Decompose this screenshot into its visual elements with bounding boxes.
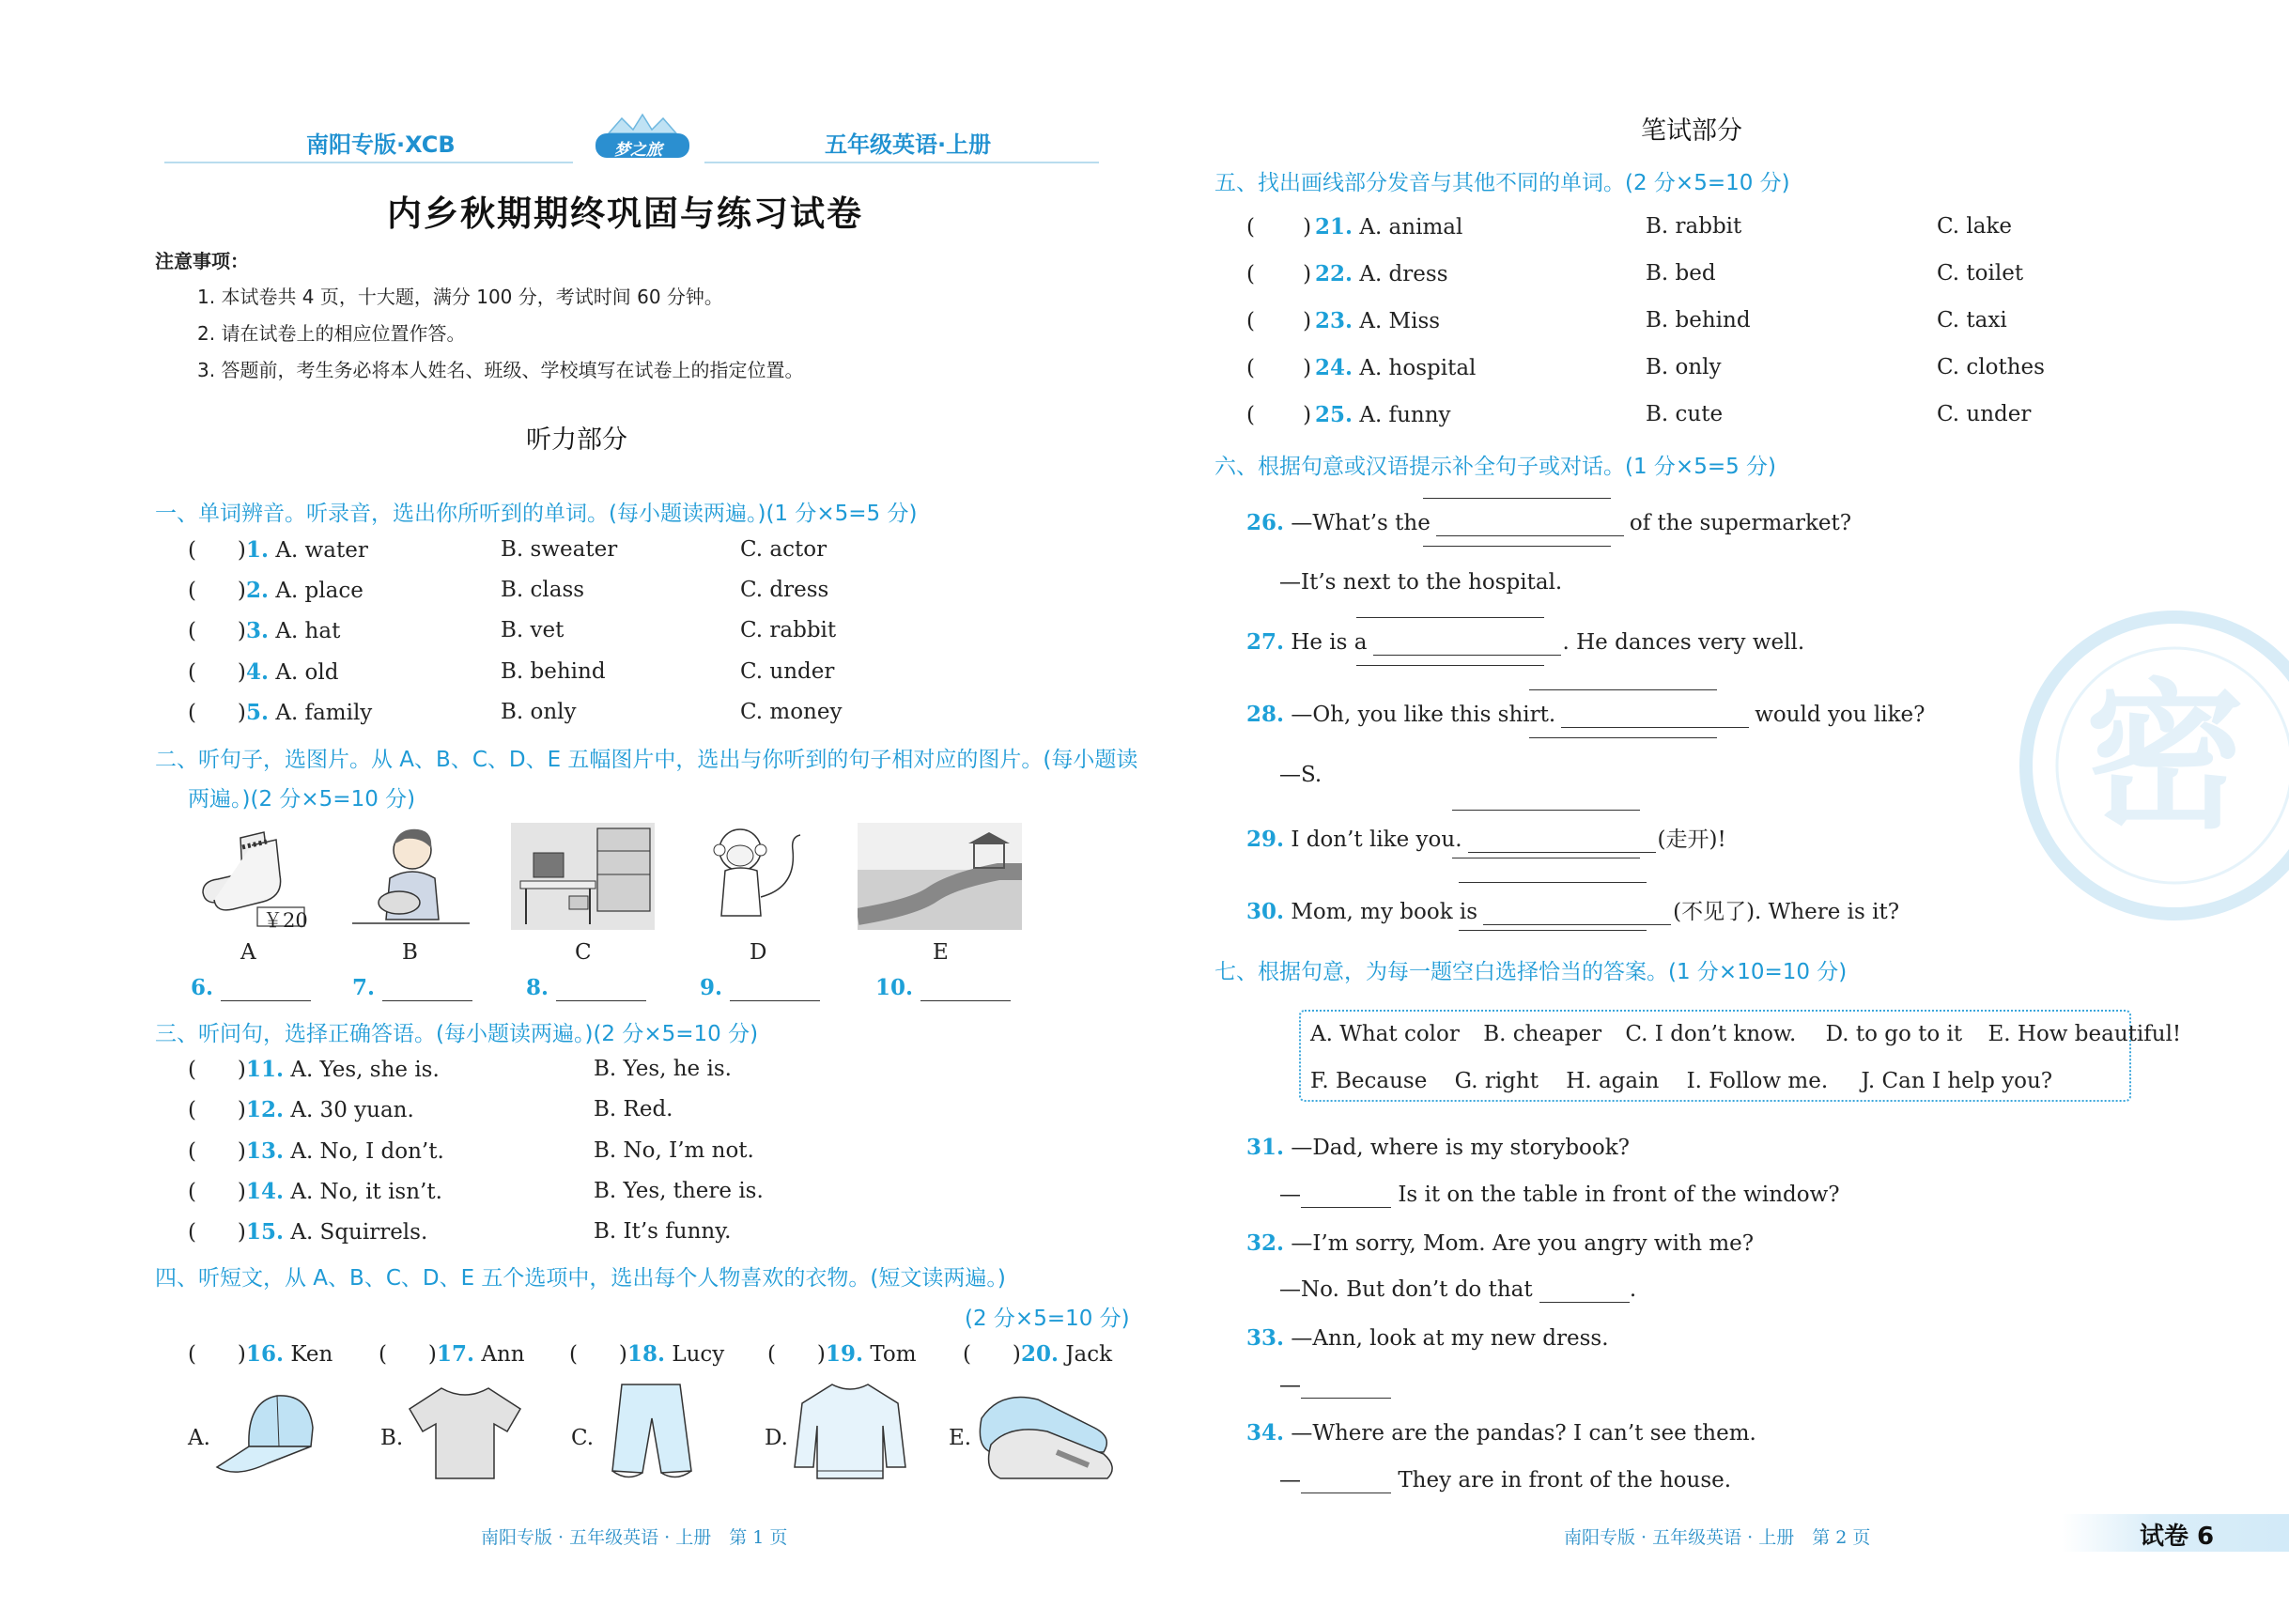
header-rule-right [704, 162, 1099, 163]
question-row[interactable]: ( ) 21. A. animal [1246, 214, 1463, 240]
person-name: Lucy [672, 1342, 725, 1367]
boy-with-dog-image [352, 822, 470, 930]
question-row[interactable]: ( )13. A. No, I don’t. [188, 1138, 444, 1164]
option-b: B. Yes, there is. [594, 1179, 764, 1203]
question-31-answer[interactable]: — Is it on the table in front of the window? [1279, 1183, 1840, 1207]
answer-8[interactable] [526, 975, 646, 1001]
paper-tag-label: 试卷 6 [2140, 1523, 2215, 1551]
person-name: Jack [1065, 1342, 1113, 1367]
question-row[interactable]: ( )5. A. family [188, 700, 373, 725]
option-a: A. old [275, 660, 339, 685]
question-row[interactable]: ( ) 23. A. Miss [1246, 308, 1441, 333]
question-number: 3. [246, 618, 270, 643]
option-c: C. actor [740, 537, 827, 562]
option-a: A. Squirrels. [290, 1220, 428, 1245]
question-row[interactable]: ( )11. A. Yes, she is. [188, 1057, 440, 1082]
option-a: A. animal [1359, 215, 1463, 240]
option-b: B. only [501, 700, 577, 724]
section-5-title: 五、找出画线部分发音与其他不同的单词。(2 分×5=10 分) [1214, 171, 1790, 195]
word-option-h: H. again [1566, 1069, 1660, 1093]
option-a: A. funny [1359, 403, 1451, 427]
question-number: 18. [627, 1341, 666, 1367]
question-18[interactable]: ( )18. Lucy [569, 1341, 725, 1367]
page-title: 内乡秋期期终巩固与练习试卷 [387, 193, 863, 234]
option-a: A. family [275, 701, 373, 725]
option-a: A. Yes, she is. [290, 1058, 440, 1082]
option-a: A. place [275, 579, 363, 603]
question-number: 30. [1246, 899, 1285, 924]
question-number: 20. [1021, 1341, 1059, 1367]
answer-7[interactable] [352, 975, 472, 1001]
option-b: B. behind [1646, 308, 1751, 333]
word-option-f: F. Because [1310, 1069, 1428, 1093]
option-a: A. No, it isn’t. [290, 1180, 442, 1204]
question-29[interactable] [1246, 822, 1726, 853]
option-c: C. clothes [1937, 355, 2045, 379]
question-text-end: (走开)! [1657, 827, 1726, 852]
question-number: 12. [246, 1097, 285, 1122]
section-2-title-cont: 两遍。)(2 分×5=10 分) [188, 787, 416, 812]
clothes-label-e: E. [949, 1426, 972, 1450]
answer-blank[interactable] [1561, 703, 1749, 728]
option-b: B. sweater [501, 537, 618, 562]
person-name: Tom [870, 1342, 917, 1367]
writing-guide-line [1423, 498, 1611, 499]
question-number: 8. [526, 975, 549, 1000]
question-number: 10. [875, 975, 914, 1000]
writing-guide-line [1459, 882, 1647, 883]
answer-blank[interactable] [382, 976, 472, 1001]
question-text-end: . He dances very well. [1562, 630, 1805, 655]
answer-blank[interactable] [1301, 1183, 1391, 1208]
option-b: B. It’s funny. [594, 1219, 732, 1244]
question-text: —What’s the [1291, 511, 1431, 535]
answer-blank[interactable] [221, 976, 311, 1001]
question-33-answer[interactable]: — [1279, 1373, 1391, 1399]
question-number: 4. [246, 659, 270, 685]
writing-title: 笔试部分 [1641, 116, 1742, 146]
footer-left: 南阳专版 · 五年级英语 · 上册 第 1 页 [481, 1527, 788, 1548]
header-edition: 南阳专版·XCB [306, 131, 456, 158]
section-1-title: 一、单词辨音。听录音，选出你所听到的单词。(每小题读两遍。)(1 分×5=5 分) [155, 502, 918, 526]
desk-room-image [511, 823, 655, 930]
section-4-title: 四、听短文，从 A、B、C、D、E 五个选项中，选出每个人物喜欢的衣物。(短文读两遍。) [155, 1266, 1006, 1291]
question-number: 26. [1246, 510, 1285, 535]
option-a: A. No, I don’t. [290, 1139, 444, 1164]
option-b: B. No, I’m not. [594, 1138, 754, 1163]
question-number: 31. [1246, 1135, 1285, 1160]
answer-blank[interactable] [1301, 1468, 1391, 1493]
answer-blank[interactable] [1301, 1373, 1391, 1399]
word-bank-row-1 [1310, 1022, 2181, 1046]
question-text: —Dad, where is my storybook? [1291, 1136, 1631, 1160]
question-number: 11. [246, 1057, 285, 1082]
writing-guide-line [1529, 737, 1717, 738]
notes-heading: 注意事项： [155, 250, 249, 272]
question-number: 19. [826, 1341, 864, 1367]
question-number: 28. [1246, 702, 1285, 727]
pavilion-lake-image [858, 823, 1022, 930]
writing-guide-line [1356, 617, 1544, 618]
question-32 [1246, 1230, 1754, 1256]
person-name: Ken [290, 1342, 333, 1367]
question-number: 13. [246, 1138, 285, 1164]
option-b: B. bed [1646, 261, 1716, 286]
option-a: A. Miss [1359, 309, 1441, 333]
question-row[interactable]: ( ) 25. A. funny [1246, 402, 1451, 427]
question-number: 32. [1246, 1230, 1285, 1256]
question-row[interactable]: ( )4. A. old [188, 659, 339, 685]
picture-label-a: A [240, 940, 256, 965]
question-text: —Oh, you like this shirt. [1291, 703, 1556, 727]
question-number: 22. [1315, 261, 1353, 286]
question-26[interactable] [1246, 510, 1851, 536]
header-logo [590, 113, 695, 162]
option-a: A. 30 yuan. [290, 1098, 414, 1122]
answer-blank[interactable] [1436, 511, 1624, 536]
note-2: 2. 请在试卷上的相应位置作答。 [197, 322, 466, 345]
writing-guide-line [1529, 689, 1717, 690]
word-option-g: G. right [1454, 1069, 1539, 1093]
question-number: 1. [246, 537, 270, 563]
writing-guide-line [1356, 665, 1544, 666]
writing-guide-line [1459, 930, 1647, 931]
question-34 [1246, 1420, 1756, 1446]
answer-10[interactable] [875, 975, 1011, 1001]
word-option-b: B. cheaper [1483, 1022, 1602, 1046]
question-text: Is it on the table in front of the window? [1398, 1183, 1840, 1207]
writing-guide-line [1423, 546, 1611, 547]
price-label: ￥20 [263, 909, 308, 932]
section-4-score: (2 分×5=10 分) [965, 1307, 1130, 1331]
question-number: 9. [700, 975, 723, 1000]
option-b: B. class [501, 578, 585, 602]
option-c: C. under [740, 659, 835, 684]
question-number: 6. [191, 975, 214, 1000]
cap-image [211, 1381, 324, 1484]
option-b: B. cute [1646, 402, 1724, 426]
answer-blank[interactable] [556, 976, 646, 1001]
question-row[interactable]: ( )3. A. hat [188, 618, 341, 643]
question-text: He is a [1291, 630, 1368, 655]
option-a: A. water [275, 538, 368, 563]
word-option-e: E. How beautiful! [1987, 1022, 2182, 1046]
answer-blank[interactable] [1483, 900, 1671, 925]
option-c: C. under [1937, 402, 2032, 426]
question-row[interactable]: ( ) 22. A. dress [1246, 261, 1448, 286]
question-number: 16. [246, 1341, 285, 1367]
word-option-c: C. I don’t know. [1625, 1022, 1797, 1046]
question-text: —Ann, look at my new dress. [1291, 1326, 1609, 1351]
word-option-i: I. Follow me. [1686, 1069, 1829, 1093]
question-text-end: . [1629, 1277, 1637, 1302]
question-33 [1246, 1325, 1609, 1351]
clothes-label-b: B. [380, 1426, 404, 1450]
question-number: 5. [246, 700, 270, 725]
monkey-image [703, 822, 808, 930]
note-3: 3. 答题前，考生务必将本人姓名、班级、学校填写在试卷上的指定位置。 [197, 359, 804, 381]
section-2-title: 二、听句子，选图片。从 A、B、C、D、E 五幅图片中，选出与你听到的句子相对应的图片。(每小题读 [155, 748, 1138, 772]
clothes-label-d: D. [765, 1426, 788, 1450]
option-c: C. toilet [1937, 261, 2024, 286]
clothes-label-c: C. [571, 1426, 595, 1450]
tshirt-image [404, 1381, 526, 1484]
question-text: They are in front of the house. [1398, 1468, 1732, 1493]
option-c: C. money [740, 700, 843, 724]
answer-9[interactable] [700, 975, 820, 1001]
answer-blank[interactable] [920, 976, 1011, 1001]
logo-text: 梦之旅 [614, 141, 662, 160]
question-text-end: of the supermarket? [1629, 511, 1852, 535]
question-row[interactable]: ( )12. A. 30 yuan. [188, 1097, 414, 1122]
word-option-j: J. Can I help you? [1861, 1069, 2053, 1093]
header-rule-left [164, 162, 573, 163]
question-28-reply: —S. [1279, 763, 1322, 787]
question-28[interactable] [1246, 702, 1926, 728]
option-b: B. behind [501, 659, 606, 684]
answer-6[interactable] [191, 975, 311, 1001]
word-option-d: D. to go to it [1825, 1022, 1963, 1046]
question-number: 25. [1315, 402, 1353, 427]
header-grade: 五年级英语·上册 [825, 131, 992, 158]
question-text-end: (不见了). Where is it? [1673, 900, 1900, 924]
question-26-reply: —It’s next to the hospital. [1279, 570, 1563, 595]
picture-label-d: D [750, 940, 767, 965]
question-number: 14. [246, 1179, 285, 1204]
question-number: 29. [1246, 827, 1285, 852]
question-32-answer[interactable] [1279, 1277, 1636, 1303]
question-20[interactable]: ( )20. Jack [963, 1341, 1113, 1367]
trousers-image [599, 1381, 703, 1486]
question-number: 21. [1315, 214, 1353, 240]
question-number: 33. [1246, 1325, 1285, 1351]
clothes-label-a: A. [188, 1426, 210, 1450]
question-number: 2. [246, 578, 270, 603]
question-17[interactable]: ( )17. Ann [379, 1341, 525, 1367]
watermark-seal [2010, 611, 2289, 920]
word-option-a: A. What color [1310, 1022, 1460, 1046]
question-number: 15. [246, 1219, 285, 1245]
note-1: 1. 本试卷共 4 页，十大题，满分 100 分，考试时间 60 分钟。 [197, 286, 723, 308]
option-c: C. taxi [1937, 308, 2007, 333]
question-number: 7. [352, 975, 376, 1000]
question-number: 23. [1315, 308, 1353, 333]
section-6-title: 六、根据句意或汉语提示补全句子或对话。(1 分×5=5 分) [1214, 455, 1777, 479]
option-b: B. rabbit [1646, 214, 1742, 239]
question-31 [1246, 1135, 1630, 1160]
question-27[interactable] [1246, 629, 1804, 656]
question-text: I don’t like you. [1291, 827, 1462, 852]
question-text: —No. But don’t do that [1279, 1277, 1533, 1302]
option-a: A. dress [1359, 262, 1448, 286]
section-7-title: 七、根据句意，为每一题空白选择恰当的答案。(1 分×10=10 分) [1214, 960, 1848, 984]
question-16[interactable]: ( )16. Ken [188, 1341, 333, 1367]
svg-text:密: 密 [2085, 665, 2246, 851]
option-c: C. rabbit [740, 618, 837, 642]
question-text: —Where are the pandas? I can’t see them. [1291, 1421, 1756, 1446]
writing-guide-line [1452, 810, 1640, 811]
option-b: B. Yes, he is. [594, 1057, 732, 1081]
option-c: C. dress [740, 578, 829, 602]
question-text: Mom, my book is [1291, 900, 1478, 924]
sweater-image [789, 1381, 911, 1486]
question-row[interactable]: ( ) 24. A. hospital [1246, 355, 1477, 380]
question-row[interactable]: ( )14. A. No, it isn’t. [188, 1179, 442, 1204]
picture-label-e: E [933, 940, 949, 965]
person-name: Ann [481, 1342, 525, 1367]
socks-image [184, 827, 316, 930]
question-row[interactable]: ( )2. A. place [188, 578, 363, 603]
answer-blank[interactable] [1539, 1277, 1630, 1303]
question-19[interactable]: ( )19. Tom [767, 1341, 917, 1367]
option-b: B. Red. [594, 1097, 673, 1121]
option-c: C. lake [1937, 214, 2013, 239]
question-number: 24. [1315, 355, 1353, 380]
answer-blank[interactable] [1373, 630, 1561, 656]
question-34-answer[interactable]: — They are in front of the house. [1279, 1468, 1732, 1493]
word-bank-row-2 [1310, 1069, 2052, 1093]
question-30[interactable] [1246, 894, 1899, 925]
question-number: 17. [437, 1341, 475, 1367]
section-3-title: 三、听问句，选择正确答语。(每小题读两遍。)(2 分×5=10 分) [155, 1022, 759, 1046]
question-row[interactable]: ( )1. A. water [188, 537, 368, 563]
answer-blank[interactable] [1468, 827, 1656, 853]
sneakers-image [972, 1381, 1122, 1492]
option-b: B. only [1646, 355, 1722, 379]
option-b: B. vet [501, 618, 565, 642]
answer-blank[interactable] [730, 976, 820, 1001]
question-number: 34. [1246, 1420, 1285, 1446]
option-a: A. hat [275, 619, 341, 643]
footer-right: 南阳专版 · 五年级英语 · 上册 第 2 页 [1564, 1527, 1871, 1548]
question-row[interactable]: ( )15. A. Squirrels. [188, 1219, 428, 1245]
listening-title: 听力部分 [526, 425, 627, 455]
question-text: —I’m sorry, Mom. Are you angry with me? [1291, 1231, 1755, 1256]
picture-label-c: C [575, 940, 592, 965]
option-a: A. hospital [1359, 356, 1477, 380]
picture-label-b: B [402, 940, 418, 965]
question-text-end: would you like? [1755, 703, 1926, 727]
question-number: 27. [1246, 629, 1285, 655]
